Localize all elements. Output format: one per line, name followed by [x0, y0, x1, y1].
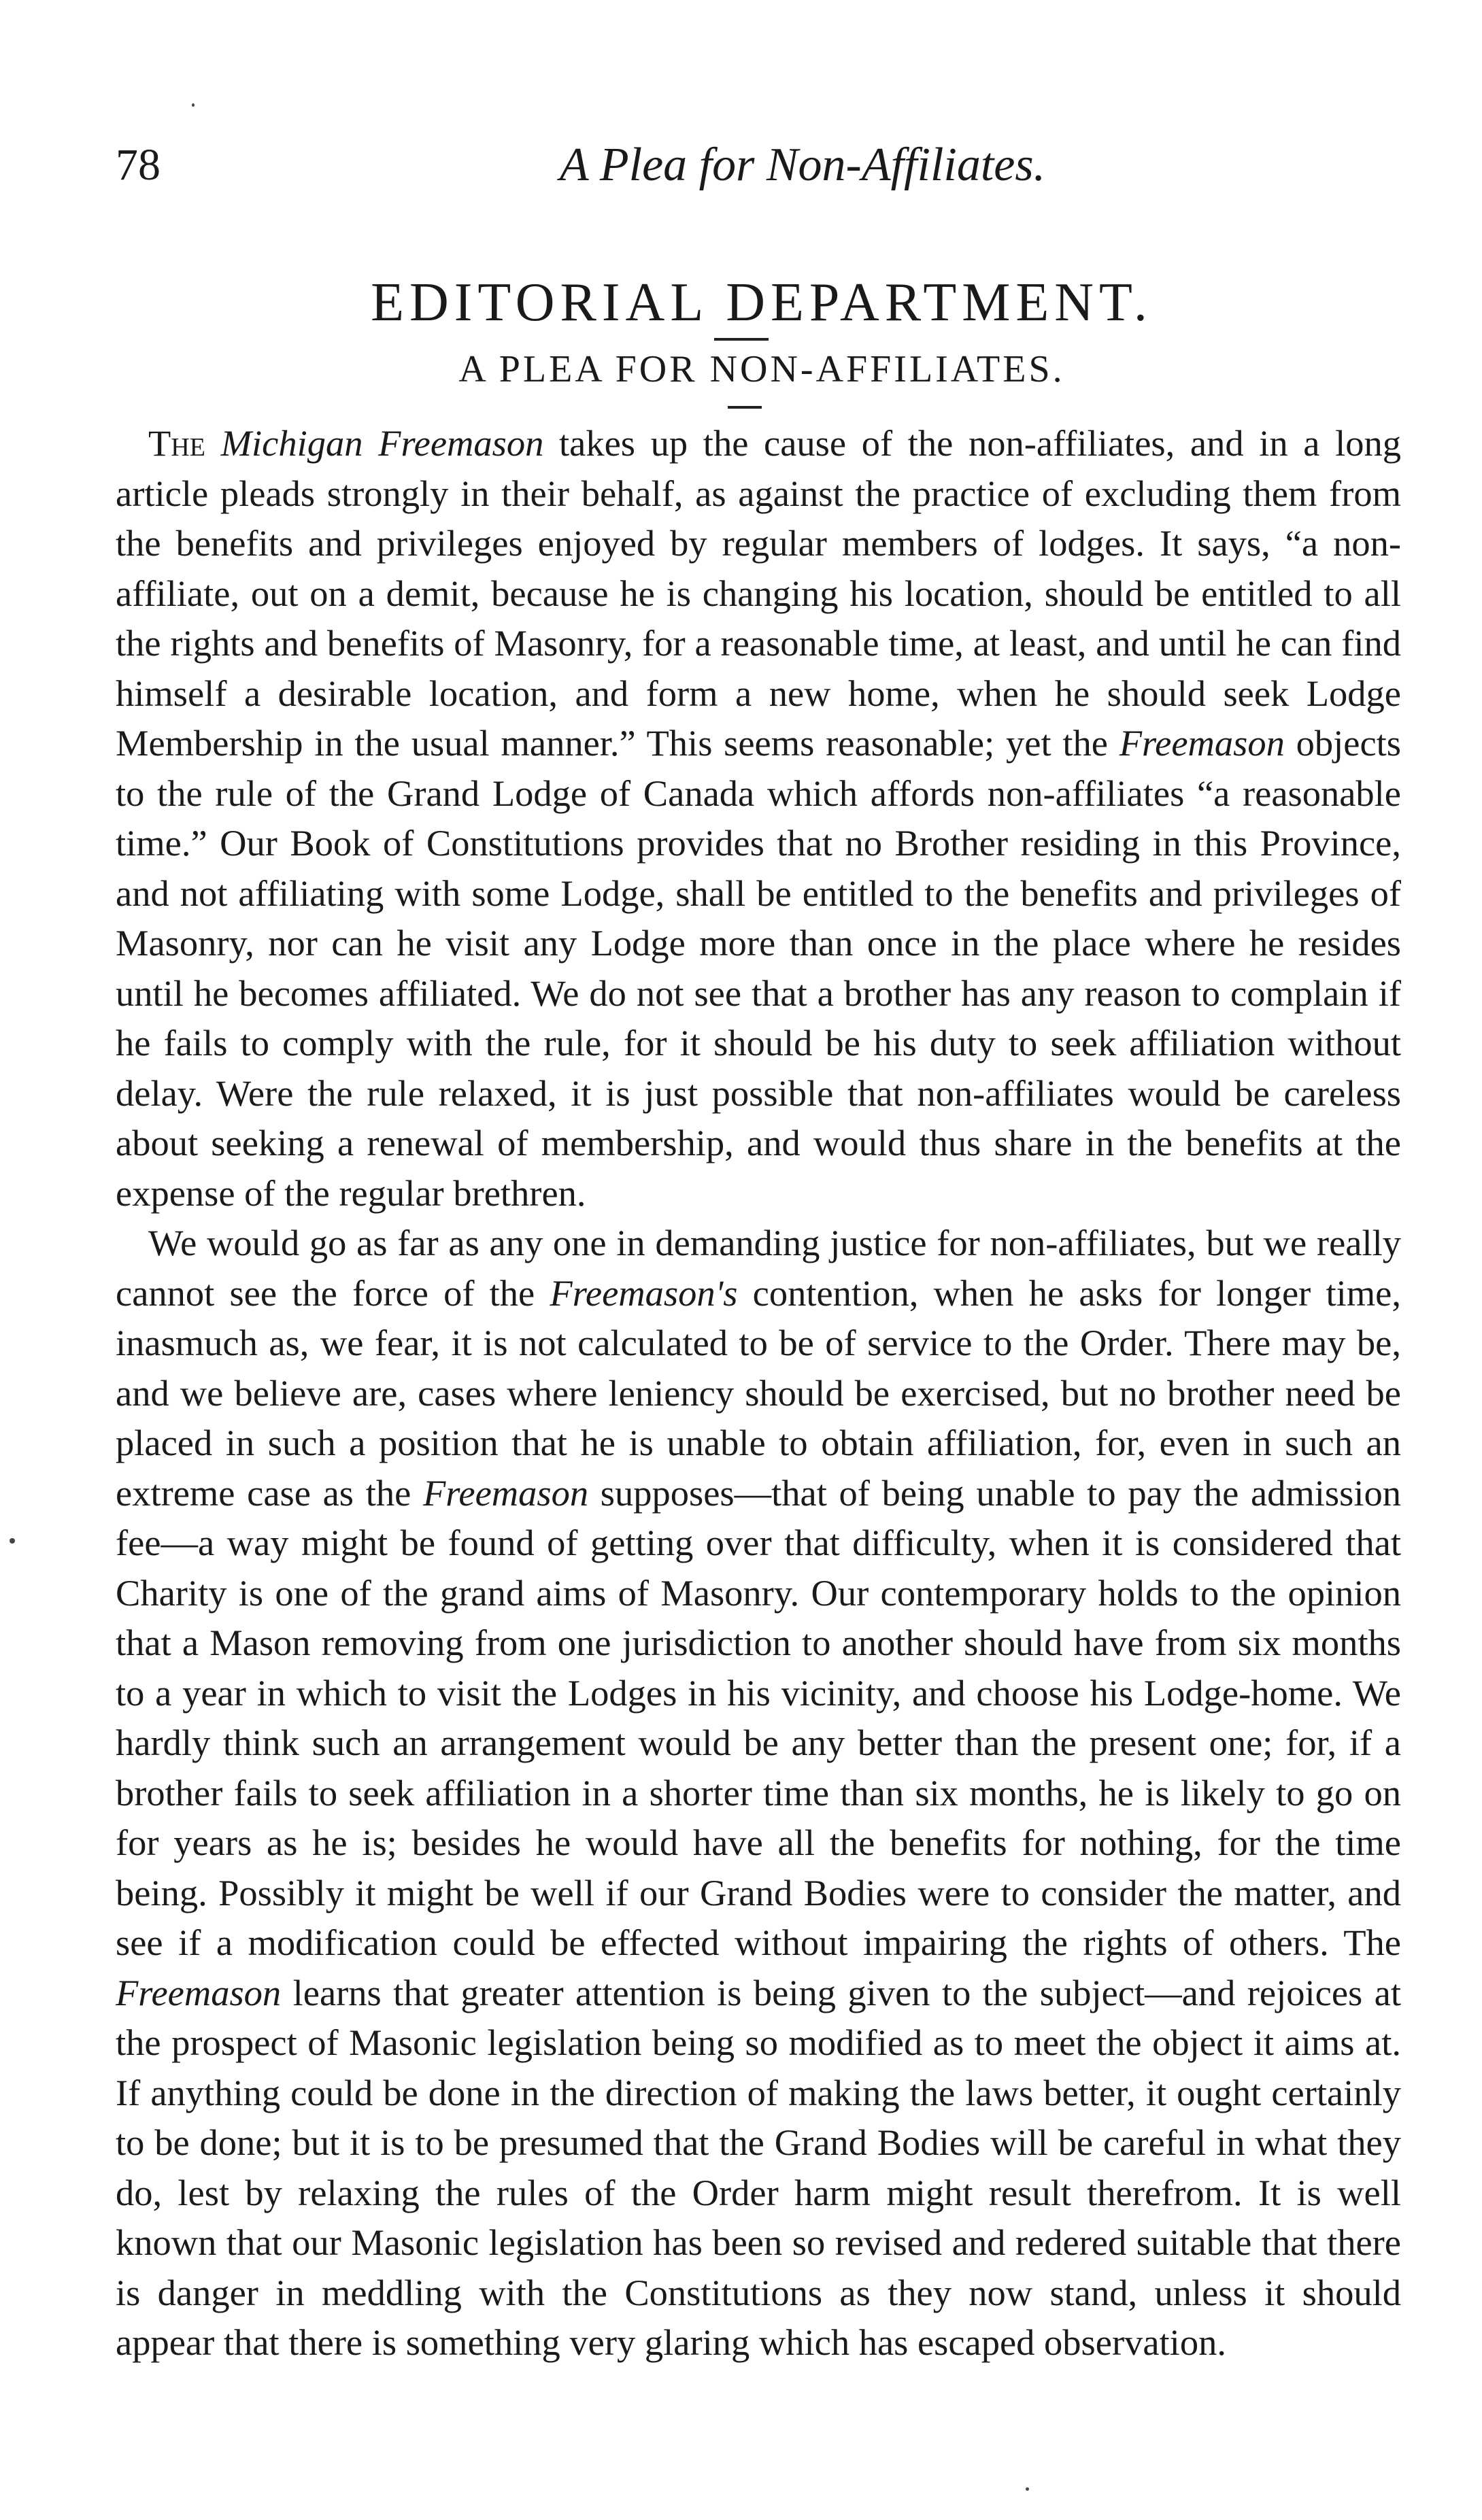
journal-reference: Freemason's: [550, 1272, 738, 1314]
paragraph-2-text-d: learns that greater attention is being given to the subject—and rejoices at the prospect of Masonic legislation being so modified as to meet the object it aims at. If anything could be done in the direction of making the laws better, it ought certainly to be done; but it is to be presumed that the Grand Bodies will be careful in what they do, lest by relaxing the rules of the Order harm might result therefrom. It is well known that our Masonic legislation has been so revised and redered suitable that there is danger in meddling with the Constitutions as they now stand, unless it should appear that there is something very glaring which has escaped observation.: [116, 1971, 1401, 2363]
section-heading: EDITORIAL DEPARTMENT.: [371, 273, 1153, 333]
specks: [1026, 2487, 1029, 2491]
running-head: [116, 135, 1408, 196]
paragraph-1-text-b: objects to the rule of the Grand Lodge of Canada which affords non-affiliates “a reasonable time.” Our Book of Constitutions provides that no Brother residing in this Province, and not affiliating with some Lodge, shall be entitled to the benefits and privileges of Masonry, nor can he visit any Lodge more than once in the place where he resides until he becomes affiliated. We do not see that a brother has any reason to complain if he fails to comply with the rule, for it should be his duty to seek affiliation without delay. Were the rule relaxed, it is just possible that non-affiliates would be careless about seeking a renewal of membership, and would thus share in the benefits at the expense of the regular brethren.: [116, 722, 1402, 1214]
paragraph-1: [116, 418, 1401, 1218]
journal-reference: Freemason: [1119, 722, 1285, 764]
paragraph-2-text-a: We would go as far as any one in demanding justice for non-affiliates, but we really cannot see the force of the: [116, 1222, 1401, 1314]
page-number: 78: [116, 140, 161, 190]
title-rule: [728, 406, 762, 409]
running-title: A Plea for Non-Affiliates.: [559, 139, 1046, 191]
heading-rule: [714, 338, 769, 341]
paragraph-2-text-b: contention, when he asks for longer time, inasmuch as, we fear, it is not calculated to be of service to the Order. There may be, and we believe are, cases where leniency should be exercised, but no brother need be placed in such a position that he is unable to obtain affiliation, for, even in such an extreme case as the: [116, 1272, 1401, 1514]
paragraph-1-text-a: takes up the cause of the non-affiliates, and in a long article pleads strongly in their behalf, as against the practice of excluding them from the benefits and privileges enjoyed by regular members of lodges. It says, “a non-affiliate, out on a demit, because he is changing his location, should be entitled to all the rights and benefits of Masonry, for a reasonable time, at least, and until he can find himself a desirable location, and form a new home, when he should seek Lodge Membership in the usual manner.” This seems reasonable; yet the: [116, 422, 1402, 764]
lead-word: The: [148, 422, 205, 464]
journal-reference: Freemason: [422, 1471, 589, 1514]
article-body: [116, 418, 1401, 2368]
specks: [192, 103, 195, 107]
specks: [10, 1538, 15, 1544]
journal-name: Michigan Freemason: [220, 422, 544, 464]
paragraph-2: [116, 1218, 1401, 2368]
journal-reference: Freemason: [116, 1971, 282, 2013]
article-title: A PLEA FOR NON-AFFILIATES.: [458, 348, 1065, 390]
paragraph-2-text-c: supposes—that of being unable to pay the admission fee—a way might be found of getting over that difficulty, when it is considered that Charity is one of the grand aims of Masonry. Our contemporary holds to the opinion that a Mason removing from one jurisdiction to another should have from six months to a year in which to visit the Lodges in his vicinity, and choose his Lodge-home. We hardly think such an arrangement would be any better than the present one; for, if a brother fails to seek affiliation in a shorter time than six months, he is likely to go on for years as he is; besides he would have all the benefits for nothing, for the time being. Possibly it might be well if our Grand Bodies were to consider the matter, and see if a modification could be effected without impairing the rights of others. The: [116, 1471, 1401, 1963]
